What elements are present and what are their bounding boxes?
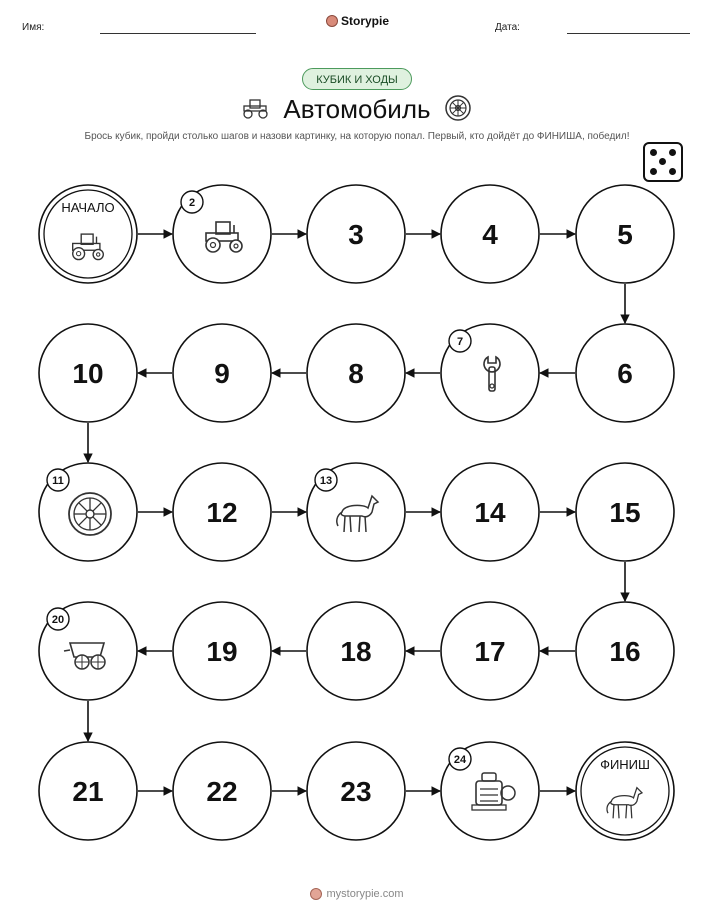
cell-number-badge-text: 2 bbox=[188, 197, 196, 209]
board-cell[interactable] bbox=[576, 602, 674, 700]
board-cell[interactable] bbox=[173, 742, 271, 840]
cell-number: 5 bbox=[617, 219, 633, 250]
cell-number: 14 bbox=[474, 497, 506, 528]
board-cell[interactable] bbox=[39, 602, 137, 700]
footer bbox=[0, 888, 714, 900]
board-cell[interactable] bbox=[441, 324, 539, 422]
finish-cell[interactable] bbox=[576, 742, 674, 840]
board-cell[interactable] bbox=[307, 185, 405, 283]
cell-number: 19 bbox=[206, 636, 238, 667]
board-cell[interactable] bbox=[576, 324, 674, 422]
board-cell[interactable] bbox=[173, 185, 271, 283]
board-cell[interactable] bbox=[173, 463, 271, 561]
cell-number: 4 bbox=[482, 219, 498, 250]
cell-number-badge-text: 7 bbox=[456, 336, 464, 348]
cell-number: 22 bbox=[206, 776, 238, 807]
cell-number: 16 bbox=[609, 636, 641, 667]
cell-number: 12 bbox=[206, 497, 238, 528]
cell-number: 17 bbox=[474, 636, 506, 667]
footer-bear-icon bbox=[310, 888, 322, 900]
cell-number-badge-text: 20 bbox=[51, 614, 65, 626]
footer-url[interactable]: mystorypie.com bbox=[326, 888, 404, 900]
board-cell[interactable] bbox=[441, 742, 539, 840]
board-cell[interactable] bbox=[173, 324, 271, 422]
date-label: Дата: bbox=[495, 22, 520, 33]
board-cell[interactable] bbox=[441, 463, 539, 561]
cell-number: 23 bbox=[340, 776, 372, 807]
cell-number: 10 bbox=[72, 358, 104, 389]
cell-number: 21 bbox=[72, 776, 104, 807]
cell-number: 6 bbox=[617, 358, 633, 389]
name-label: Имя: bbox=[22, 22, 45, 33]
game-type-badge: КУБИК И ХОДЫ bbox=[302, 68, 412, 90]
finish-label: ФИНИШ bbox=[600, 757, 650, 772]
board-cell[interactable] bbox=[441, 185, 539, 283]
instructions: Брось кубик, пройди столько шагов и назови картинку, на которую попал. Первый, кто дойдёт до ФИНИША, победил! bbox=[84, 131, 630, 142]
board-cell[interactable] bbox=[307, 742, 405, 840]
cell-number: 8 bbox=[348, 358, 364, 389]
board-cell[interactable] bbox=[39, 324, 137, 422]
cell-number-badge-text: 11 bbox=[52, 475, 64, 487]
board-cell[interactable] bbox=[307, 324, 405, 422]
cell-number: 18 bbox=[340, 636, 372, 667]
cell-number: 3 bbox=[348, 219, 364, 250]
cell-number: 9 bbox=[214, 358, 230, 389]
board-cell[interactable] bbox=[307, 602, 405, 700]
board-cell[interactable] bbox=[173, 602, 271, 700]
page-title: Автомобиль bbox=[283, 94, 431, 124]
start-label: НАЧАЛО bbox=[61, 200, 115, 215]
cell-number-badge-text: 24 bbox=[453, 754, 467, 766]
board-cell[interactable] bbox=[576, 463, 674, 561]
board-cell[interactable] bbox=[441, 602, 539, 700]
cell-number: 15 bbox=[609, 497, 641, 528]
cell-number-badge-text: 13 bbox=[319, 475, 333, 487]
board-cell[interactable] bbox=[39, 463, 137, 561]
board-cell[interactable] bbox=[39, 742, 137, 840]
start-cell[interactable] bbox=[39, 185, 137, 283]
brand-name: Storypie bbox=[341, 14, 390, 28]
board-cell[interactable] bbox=[576, 185, 674, 283]
board-cell[interactable] bbox=[307, 463, 405, 561]
